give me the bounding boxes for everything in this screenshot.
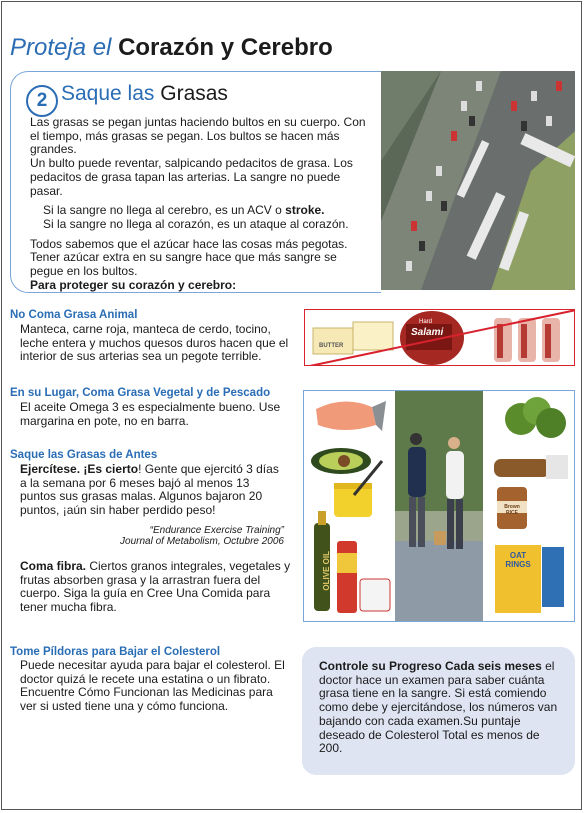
paragraph-azucar: Todos sabemos que el azúcar hace las cosas más pegotas. Tener azúcar extra en su sangre hace que más sangre se pegue en los bultos. [30,236,348,279]
text-fibra: Coma fibra. Ciertos granos integrales, vegetales y frutas absorben grasa y la arrastran fuera del cuerpo. Siga la guía en Cree Una Comida para tener mucha fibra. [20,559,291,615]
text-grasa-vegetal: El aceite Omega 3 es especialmente bueno. Use margarina en pote, no en barra. [20,400,281,428]
section-body [30,116,372,292]
salami-label: Salami [411,327,444,338]
healthy-foods-illustration [304,391,575,622]
section-heading: Saque las Grasas [61,82,228,105]
heading-grasas-antes: Saque las Grasas de Antes [10,449,158,461]
animal-fat-foods-crossed [304,309,575,366]
paragraph-reventar: Un bulto puede reventar, salpicando pedacitos de grasa. Los pedacitos de grasa tapan las arterias. La sangre no puede pasar. [30,156,353,198]
oats-label: OAT RINGS [505,551,531,569]
page-title: Proteja el Corazón y Cerebro [10,34,333,61]
salami-label-top: Hard [419,319,433,325]
heading-grasa-animal: No Coma Grasa Animal [10,309,138,321]
paragraph-proteger: Para proteger su corazón y cerebro: [30,277,237,292]
paragraph-cerebro: Si la sangre no llega al cerebro, es un ACV o stroke. [43,203,325,218]
step-number-badge: 2 [26,85,58,117]
paragraph-corazon: Si la sangre no llega al corazón, es un ataque al corazón. [43,216,349,231]
heading-pildoras: Tome Píldoras para Bajar el Colesterol [10,646,221,658]
rice-label: Brown RICE [504,504,520,516]
citation: “Endurance Exercise Training” Journal of Metabolism, Octubre 2006 [120,525,284,547]
text-grasa-animal: Manteca, carne roja, manteca de cerdo, tocino, leche entera y muchos quesos duros hacen que el interior de sus arterias sea un pegote terrible. [20,322,289,364]
animal-fats-illustration [305,310,575,366]
text-pildoras: Puede necesitar ayuda para bajar el colesterol. El doctor quizá le recete una estatina o un fibrato. Encuentre Cómo Funcionan las Medicinas para ver si usted tiene una y cómo funciona. [20,658,285,714]
paragraph-bultos: Las grasas se pegan juntas haciendo bultos en su cuerpo. Con el tiempo, más grasas se pegan. Los bultos se hacen más grandes. [30,115,366,157]
heading-grasa-vegetal: En su Lugar, Coma Grasa Vegetal y de Pescado [10,387,271,399]
traffic-jam-photo [381,71,575,290]
olive-oil-label: OLIVE OIL [322,551,331,591]
text-ejercicio: Ejercítese. ¡Es cierto! Gente que ejercitó 3 días a la semana por 6 meses bajó al menos 13 puntos sus grasas malas. Algunos bajaron 20 puntos, ¡aún sin haber perdido peso! [20,462,279,518]
butter-label: BUTTER [319,343,344,349]
text-progreso: Controle su Progreso Cada seis meses el doctor hace un examen para saber cuánta grasa tiene en la sangre. Si está comiendo como debe y ejercitándose, los números van bajando con cada examen.Su puntaje deseado de Colesterol Total es menos de 200. [319,659,558,756]
traffic-jam-illustration [381,71,575,290]
healthy-foods-collage [303,390,575,622]
